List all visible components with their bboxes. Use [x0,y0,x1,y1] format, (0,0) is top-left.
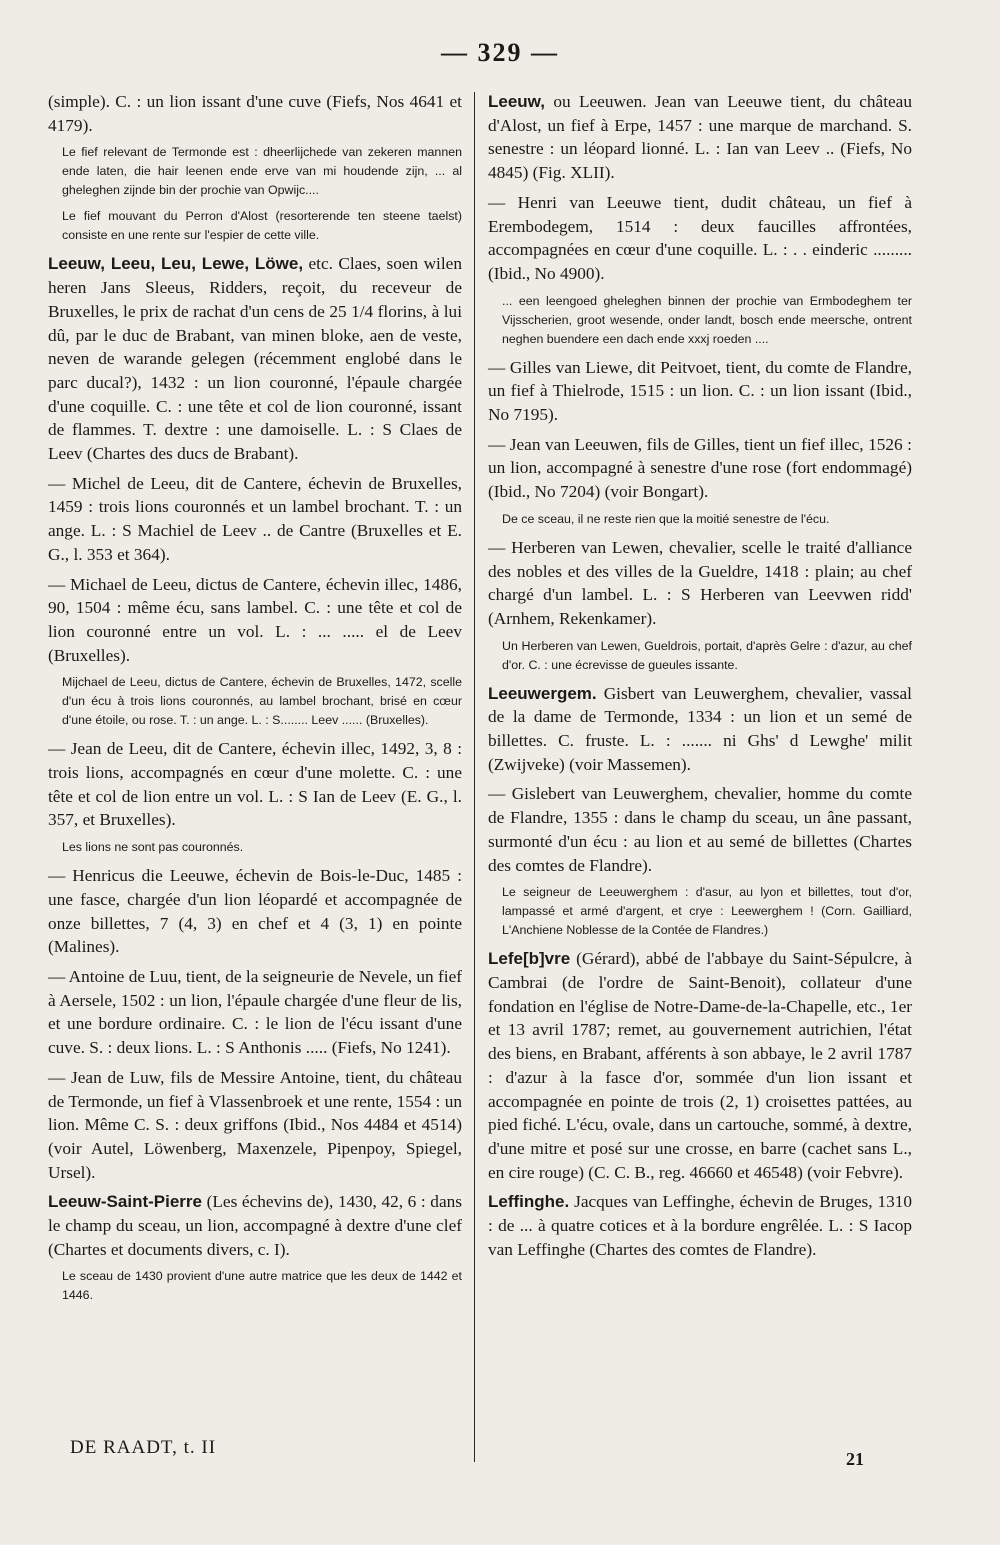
footnote: Un Herberen van Lewen, Gueldrois, portait, d'après Gelre : d'azur, au chef d'or. C. : une écrevisse de gueules issante. [502,638,912,672]
entry-text: ou Leeuwen. Jean van Leeuwe tient, du château d'Alost, un fief à Erpe, 1457 : une marque de marchand. S. senestre : un léopard lionné. L. : Ian van Leev .. (Fiefs, No 4845) (Fig. XLII). [488,92,912,183]
entry-item: — Jean de Luw, fils de Messire Antoine, tient, du château de Termonde, un fief à Vlassenbroek et une rente, 1554 : un lion. Même C. S. : deux griffons (Ibid., Nos 4484 et 4514) (voir Autel, Löwenberg, Maxenzele, Pipenpoy, Spiegel, Ursel). [48,1067,462,1182]
left-column [48,90,462,1312]
entry-item: — Henricus die Leeuwe, échevin de Bois-le-Duc, 1485 : une fasce, chargée d'un lion léopardé et accompagnée de onze billettes, 7 (4, 3) en chef et 4 (3, 1) en pointe (Malines). [48,866,462,957]
entry [488,1190,912,1261]
entry [48,1190,462,1261]
footnote: Les lions ne sont pas couronnés. [62,840,244,855]
signature-mark: 21 [846,1449,864,1469]
footnote: Le fief relevant de Termonde est : dheerlijchede van zekeren mannen ende laten, die hair leenen ende erve van mi houdende zijn, ... al gheleghen zijnde bin der prochie van Opwijc.... [62,145,462,198]
right-column [488,90,912,1267]
entry-item: — Henri van Leeuwe tient, dudit château, un fief à Erembodegem, 1514 : deux faucilles affrontées, accompagnées en cœur d'une coquille. L. : . . einderic ......... (Ibid., No 4900). [488,192,912,283]
entry [488,682,912,777]
entry [48,252,462,465]
footnote: ... een leengoed gheleghen binnen der prochie van Ermbodeghem ter Vijsscherien, groot wesende, onder landt, bosch ende meersche, ontrent neghen buendere een dach ende xxxj roeden .... [502,293,912,346]
entry-item: — Gislebert van Leuwerghem, chevalier, homme du comte de Flandre, 1355 : dans le champ du sceau, un âne passant, surmonté d'un écu : au lion et au semé de billettes (Chartes des comtes de Flandre). [488,784,912,875]
footnote: Le sceau de 1430 provient d'une autre matrice que les deux de 1442 et 1446. [62,1269,462,1303]
entry-item: — Antoine de Luu, tient, de la seigneurie de Nevele, un fief à Aersele, 1502 : un lion, l'épaule chargée d'une fleur de lis, et une bordure ordinaire. C. : le lion de l'écu issant d'une cuve. S. : deux lions. L. : S Anthonis ..... (Fiefs, No 1241). [48,966,462,1058]
entry-text: etc. Claes, soen wilen heren Jans Sleeus, Ridders, reçoit, du receveur de Bruxelles, le prix de rachat d'un cens de 25 1/4 florins, à lui dû, par le duc de Brabant, van minen bloke, aen de veste, neven de warande gelegen (récemment englobé dans le parc ducal?), 1432 : un lion couronné, l'épaule chargée d'une coquille. C. : une tête et col de lion couronné, issant de flammes. T. dextre : une damoiselle. L. : S Claes de Leev (Chartes des ducs de Brabant). [48,254,462,464]
entry-item: — Michael de Leeu, dictus de Cantere, échevin illec, 1486, 90, 1504 : même écu, sans lambel. C. : une tête et col de lion couronné entre un vol. L. : ... ..... el de Leev (Bruxelles). [48,574,462,665]
entry-heading: Leeuwergem. [488,683,597,703]
entry-item: — Michel de Leeu, dit de Cantere, échevin de Bruxelles, 1459 : trois lions couronnés et un lambel brochant. T. : un ange. L. : S Machiel de Leev .. de Cantre (Bruxelles et E. G., l. 353 et 364). [48,473,462,564]
footnote: Le seigneur de Leeuwerghem : d'asur, au lyon et billettes, tout d'or, lampassé et armé d'argent, et crye : Leewerghem ! (Corn. Gailliard, L'Anchiene Noblesse de la Contée de Flandres.) [502,885,912,938]
entry [488,90,912,185]
footnote: Mijchael de Leeu, dictus de Cantere, échevin de Bruxelles, 1472, scelle d'un écu à trois lions couronnés, au lambel brochant, brisé en cœur d'une étoile, ou rose. T. : un ange. L. : S........ Leev ...... (Bruxelles). [62,675,462,728]
entry-text: (Gérard), abbé de l'abbaye du Saint-Sépulcre, à Cambrai (de l'ordre de Saint-Benoit), collateur d'une fondation en l'église de Notre-Dame-de-la-Chapelle, etc., 1er et 13 avril 1787; remet, au gouvernement autrichien, l'état des biens, en Brabant, afférents à son abbaye, le 2 avril 1787 : d'azur à la fasce d'or, sommée d'un lion issant et accompagnée en pointe de trois (2, 1) croisettes pattées, au pied fiché. L'écu, ovale, dans un cartouche, sommé, à dextre, d'une mitre et posé sur une crosse, en barre (cachet sans L., en cire rouge) (C. C. B., reg. 46660 et 46548) (voir Febvre). [488,949,912,1182]
entry-item: — Jean van Leeuwen, fils de Gilles, tient un fief illec, 1526 : un lion, accompagné à senestre d'une rose (fort endommagé) (Ibid., No 7204) (voir Bongart). [488,434,912,502]
entry-text: (Les échevins de), 1430, 42, 6 : dans le champ du sceau, un lion, accompagné à dextre d'une clef (Chartes et documents divers, c. I). [48,1192,462,1259]
entry-item: — Gilles van Liewe, dit Peitvoet, tient, du comte de Flandre, un fief à Thielrode, 1515 : un lion. C. : un lion issant (Ibid., No 7195). [488,357,912,425]
entry-heading: Leeuw, [488,92,545,111]
entry-heading: Lefe[b]vre [488,949,571,969]
paragraph: (simple). C. : un lion issant d'une cuve (Fiefs, Nos 4641 et 4179). [48,92,462,135]
entry [488,947,912,1184]
entry-text: Gisbert van Leuwerghem, chevalier, vassal de la dame de Termonde, 1334 : un lion et un semé de billettes. C. fruste. L. : ....... ni Ghs' d Lewghe' milit (Zwijveke) (voir Massemen). [488,683,912,774]
footnote: De ce sceau, il ne reste rien que la moitié senestre de l'écu. [502,511,830,526]
entry-heading: Leeuw-Saint-Pierre [48,1192,202,1212]
entry-heading: Leffinghe. [488,1192,570,1212]
column-divider [474,92,475,1462]
page-number: — 329 — [441,38,559,67]
entry-heading: Leeuw, Leeu, Leu, Lewe, Löwe, [48,254,304,274]
footer-author: DE RAADT, t. II [70,1437,217,1458]
footnote: Le fief mouvant du Perron d'Alost (resorterende ten steene taelst) consiste en une rente sur l'espier de cette ville. [62,209,462,243]
entry-item: — Herberen van Lewen, chevalier, scelle le traité d'alliance des nobles et des villes de la Gueldre, 1418 : plain; au chef chargé d'un lambel. L. : S Herberen van Leevwen ridd' (Arnhem, Rekenkamer). [488,537,912,628]
entry-text: Jacques van Leffinghe, échevin de Bruges, 1310 : de ... à quatre cotices et à la bordure engrêlée. L. : S Iacop van Leffinghe (Chartes des comtes de Flandre). [488,1192,913,1259]
entry-item: — Jean de Leeu, dit de Cantere, échevin illec, 1492, 3, 8 : trois lions, accompagnés en cœur d'une molette. C. : une tête et col de lion entre un vol. L. : S Ian de Leev (E. G., l. 357, et Bruxelles). [48,739,462,830]
